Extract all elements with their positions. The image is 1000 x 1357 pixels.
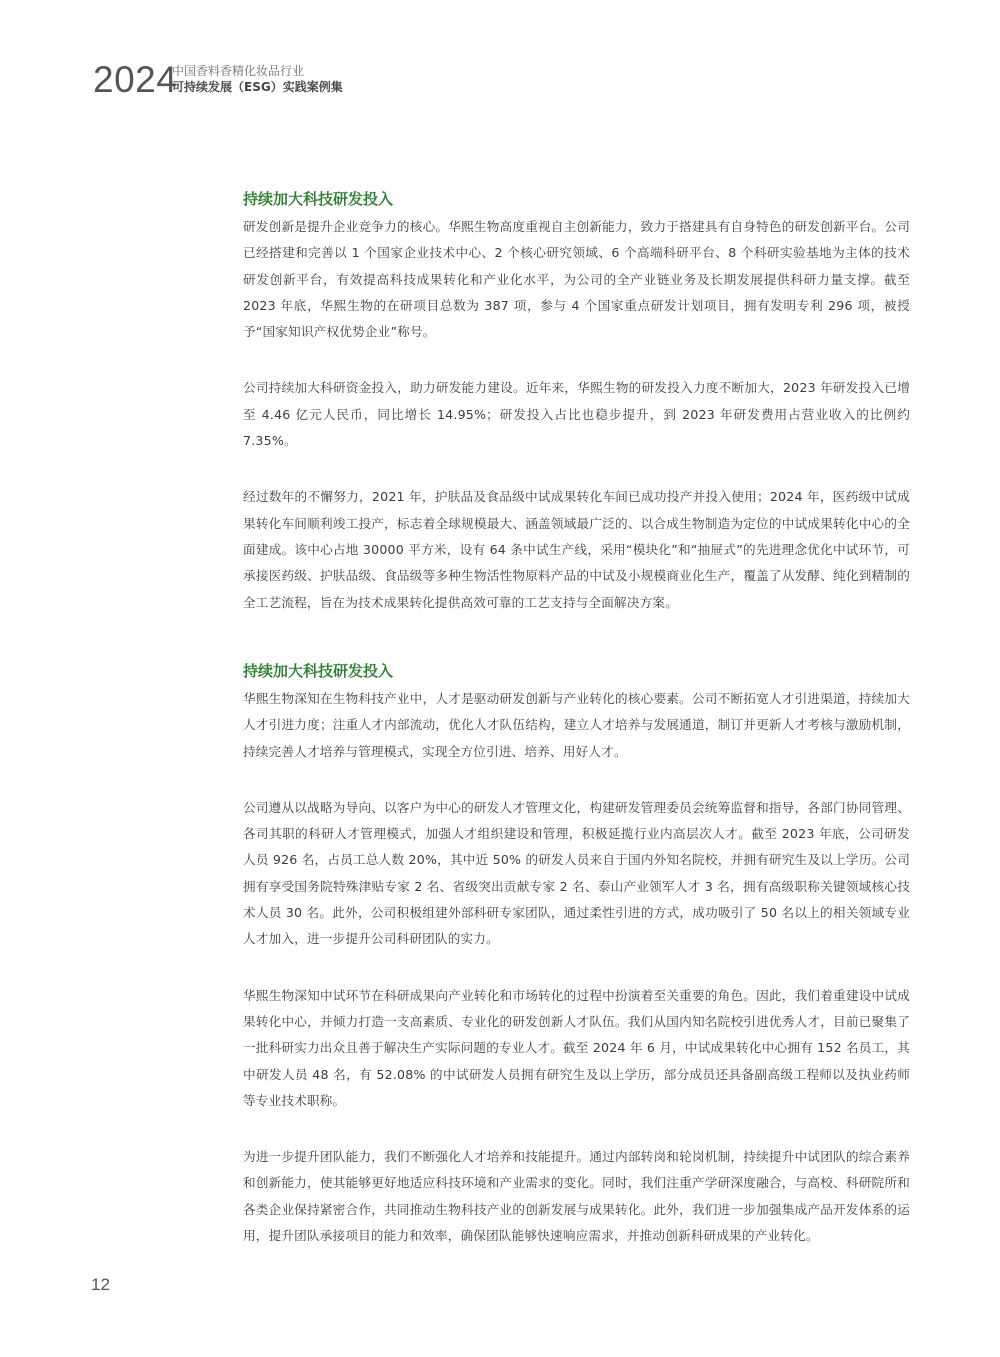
paragraph: 华熙生物深知中试环节在科研成果向产业转化和市场转化的过程中扮演着至关重要的角色。因此，我们着重建设中试成果转化中心，并倾力打造一支高素质、专业化的研发创新人才队伍。我们从国内知名院校引进优秀人才，目前已聚集了一批科研实力出众且善于解决生产实际问题的专业人才。截至 2024 年 6 月，中试成果转化中心拥有 152 名员工，其中研发人员 48 名，有 52.08% 的中试研发人员拥有研究生及以上学历，部分成员还具备副高级工程师以及执业药师等专业技术职称。 bbox=[243, 987, 910, 1108]
section-talent bbox=[243, 658, 910, 1279]
report-subtitle-line1: 中国香料香精化妆品行业 bbox=[172, 64, 305, 78]
paragraph: 公司遵从以战略为导向、以客户为中心的研发人才管理文化，构建研发管理委员会统筹监督和指导，各部门协同管理、各司其职的科研人才管理模式，加强人才组织建设和管理，积极延揽行业内高层次人才。截至 2023 年底，公司研发人员 926 名，占员工总人数 20%，其中近 50% 的研发人员来自于国内外知名院校，并拥有研究生及以上学历。公司拥有享受国务院特殊津贴专家 2 名、省级突出贡献专家 2 名、泰山产业领军人才 3 名，拥有高级职称关键领域核心技术人员 30 名。此外，公司积极组建外部科研专家团队，通过柔性引进的方式，成功吸引了 50 名以上的相关领域专业人才加入，进一步提升公司科研团队的实力。 bbox=[243, 799, 910, 947]
section-rd-investment bbox=[243, 186, 910, 646]
paragraph: 研发创新是提升企业竞争力的核心。华熙生物高度重视自主创新能力，致力于搭建具有自身特色的研发创新平台。公司已经搭建和完善以 1 个国家企业技术中心、2 个核心研究领域、6 个高端科研平台、8 个科研实验基地为主体的技术研发创新平台，有效提高科技成果转化和产业化水平，为公司的全产业链业务及长期发展提供科研力量支撑。截至 2023 年底，华熙生物的在研项目总数为 387 项，参与 4 个国家重点研发计划项目，拥有发明专利 296 项，被授予“国家知识产权优势企业”称号。 bbox=[243, 219, 910, 340]
report-year: 2024 bbox=[93, 59, 178, 100]
section-title: 持续加大科技研发投入 bbox=[243, 662, 394, 680]
report-subtitle-line2: 可持续发展（ESG）实践案例集 bbox=[172, 80, 343, 94]
section-title: 持续加大科技研发投入 bbox=[243, 190, 394, 208]
page-number: 12 bbox=[91, 1275, 110, 1294]
report-subtitle bbox=[172, 64, 343, 95]
paragraph: 经过数年的不懈努力，2021 年，护肤品及食品级中试成果转化车间已成功投产并投入使用；2024 年，医药级中试成果转化车间顺利竣工投产，标志着全球规模最大、涵盖领域最广泛的、以合成生物制造为定位的中试成果转化中心的全面建成。该中心占地 30000 平方米，设有 64 条中试生产线，采用“模块化”和“抽屉式”的先进理念优化中试环节，可承接医药级、护肤品级、食品级等多种生物活性物原料产品的中试及小规模商业化生产，覆盖了从发酵、纯化到精制的全工艺流程，旨在为技术成果转化提供高效可靠的工艺支持与全面解决方案。 bbox=[243, 489, 910, 610]
paragraph: 华熙生物深知在生物科技产业中，人才是驱动研发创新与产业转化的核心要素。公司不断拓宽人才引进渠道，持续加大人才引进力度；注重人才内部流动，优化人才队伍结构，建立人才培养与发展通道，制订并更新人才考核与激励机制，持续完善人才培养与管理模式，实现全方位引进、培养、用好人才。 bbox=[243, 691, 910, 759]
paragraph: 公司持续加大科研资金投入，助力研发能力建设。近年来，华熙生物的研发投入力度不断加大，2023 年研发投入已增至 4.46 亿元人民币，同比增长 14.95%；研发投入占比也稳步提升，到 2023 年研发费用占营业收入的比例约 7.35%。 bbox=[243, 380, 910, 449]
paragraph: 为进一步提升团队能力，我们不断强化人才培养和技能提升。通过内部转岗和轮岗机制，持续提升中试团队的综合素养和创新能力，使其能够更好地适应科技环境和产业需求的变化。同时，我们注重产学研深度融合，与高校、科研院所和各类企业保持紧密合作，共同推动生物科技产业的创新发展与成果转化。此外，我们进一步加强集成产品开发体系的运用，提升团队承接项目的能力和效率，确保团队能够快速响应需求，并推动创新科研成果的产业转化。 bbox=[243, 1149, 910, 1244]
